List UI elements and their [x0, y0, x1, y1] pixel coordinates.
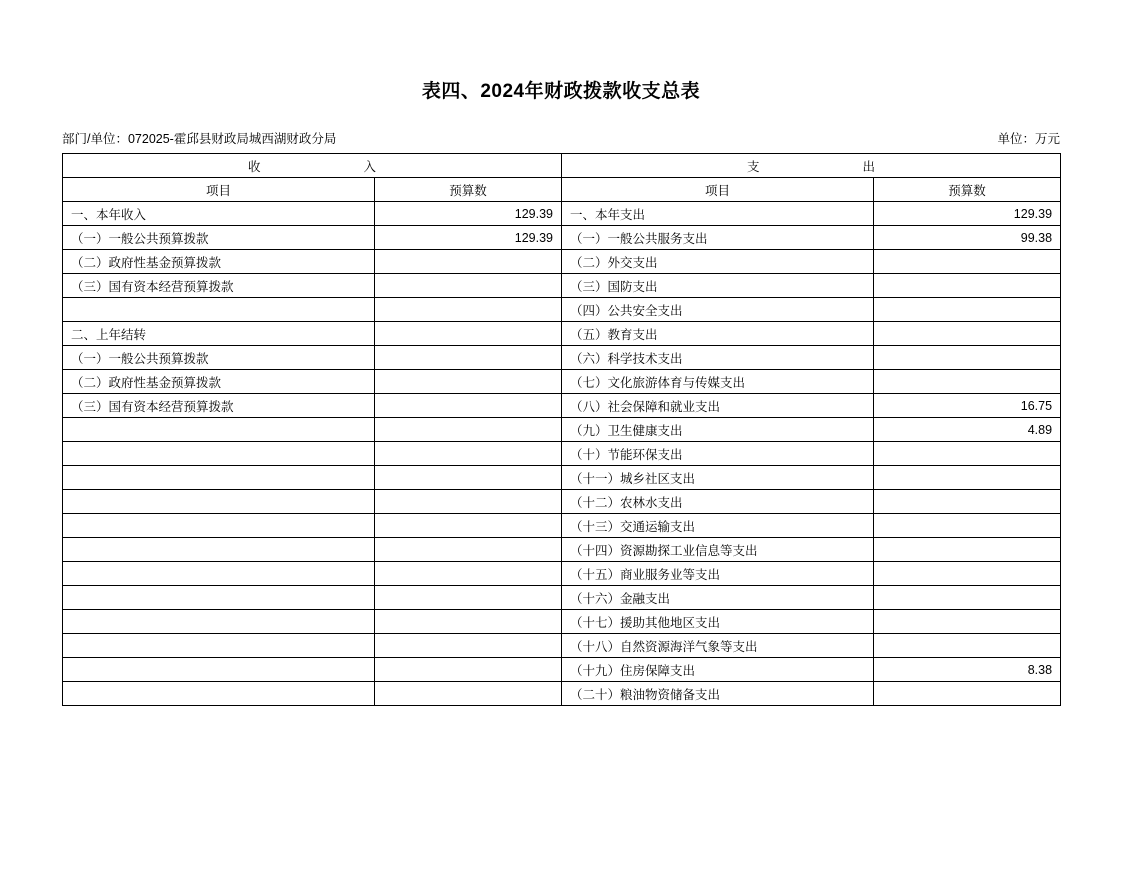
income-budget-cell: [375, 274, 562, 298]
expenditure-budget-cell: [874, 298, 1061, 322]
income-budget-cell: [375, 418, 562, 442]
expenditure-item-cell: （十九）住房保障支出: [562, 658, 874, 682]
table-row: [63, 658, 1061, 682]
expenditure-budget-cell: [874, 442, 1061, 466]
expenditure-item-cell: （十六）金融支出: [562, 586, 874, 610]
income-item-cell: [63, 418, 375, 442]
table-head: [63, 154, 1061, 202]
expenditure-budget-cell: [874, 346, 1061, 370]
expenditure-item-cell: （二）外交支出: [562, 250, 874, 274]
table-row: [63, 682, 1061, 706]
income-budget-cell: [375, 634, 562, 658]
table-row: [63, 250, 1061, 274]
expenditure-item-cell: （二十）粮油物资储备支出: [562, 682, 874, 706]
expenditure-item-cell: 一、本年支出: [562, 202, 874, 226]
expenditure-budget-cell: 4.89: [874, 418, 1061, 442]
table-row: [63, 298, 1061, 322]
expenditure-budget-cell: 99.38: [874, 226, 1061, 250]
expenditure-item-cell: （九）卫生健康支出: [562, 418, 874, 442]
table-row: [63, 322, 1061, 346]
income-budget-cell: [375, 466, 562, 490]
page-title: 表四、2024年财政拨款收支总表: [421, 81, 701, 102]
income-item-cell: [63, 490, 375, 514]
income-item-cell: [63, 442, 375, 466]
document-meta: [62, 129, 1060, 147]
expenditure-budget-cell: [874, 514, 1061, 538]
table-row: [63, 490, 1061, 514]
expenditure-budget-cell: [874, 586, 1061, 610]
income-item-cell: [63, 298, 375, 322]
expenditure-budget-cell: [874, 682, 1061, 706]
income-item-cell: （二）政府性基金预算拨款: [63, 370, 375, 394]
income-item-cell: [63, 466, 375, 490]
column-header-income-budget: 预算数: [375, 178, 562, 202]
income-budget-cell: [375, 490, 562, 514]
table-row: [63, 610, 1061, 634]
expenditure-item-cell: （十五）商业服务业等支出: [562, 562, 874, 586]
income-item-cell: （三）国有资本经营预算拨款: [63, 394, 375, 418]
expenditure-item-cell: （十）节能环保支出: [562, 442, 874, 466]
expenditure-budget-cell: [874, 322, 1061, 346]
expenditure-item-cell: （七）文化旅游体育与传媒支出: [562, 370, 874, 394]
expenditure-budget-cell: [874, 274, 1061, 298]
expenditure-item-cell: （一）一般公共服务支出: [562, 226, 874, 250]
income-item-cell: [63, 682, 375, 706]
expenditure-item-cell: （十三）交通运输支出: [562, 514, 874, 538]
expenditure-budget-cell: 16.75: [874, 394, 1061, 418]
income-item-cell: 一、本年收入: [63, 202, 375, 226]
income-item-cell: （一）一般公共预算拨款: [63, 346, 375, 370]
income-budget-cell: [375, 322, 562, 346]
table-row: [63, 562, 1061, 586]
expenditure-item-cell: （十八）自然资源海洋气象等支出: [562, 634, 874, 658]
income-item-cell: [63, 562, 375, 586]
income-budget-cell: [375, 250, 562, 274]
income-budget-cell: [375, 586, 562, 610]
income-budget-cell: [375, 562, 562, 586]
table-body: [63, 202, 1061, 706]
table-row: [63, 370, 1061, 394]
table-row: [63, 538, 1061, 562]
income-budget-cell: [375, 658, 562, 682]
income-item-cell: （三）国有资本经营预算拨款: [63, 274, 375, 298]
expenditure-budget-cell: [874, 610, 1061, 634]
column-header-income-item: 项目: [63, 178, 375, 202]
document-page: [0, 76, 1122, 869]
expenditure-budget-cell: [874, 466, 1061, 490]
expenditure-item-cell: （四）公共安全支出: [562, 298, 874, 322]
table-row: [63, 394, 1061, 418]
expenditure-item-cell: （十七）援助其他地区支出: [562, 610, 874, 634]
expenditure-budget-cell: [874, 634, 1061, 658]
income-budget-cell: [375, 370, 562, 394]
unit-label: 单位：万元: [997, 132, 1060, 146]
income-budget-cell: [375, 394, 562, 418]
expenditure-item-cell: （十一）城乡社区支出: [562, 466, 874, 490]
table-row: [63, 466, 1061, 490]
budget-table: [62, 153, 1061, 706]
income-budget-cell: [375, 298, 562, 322]
income-budget-cell: [375, 514, 562, 538]
table-column-header-row: [63, 178, 1061, 202]
income-item-cell: [63, 658, 375, 682]
column-header-expenditure-budget: 预算数: [874, 178, 1061, 202]
table-row: [63, 634, 1061, 658]
income-budget-cell: [375, 682, 562, 706]
expenditure-item-cell: （三）国防支出: [562, 274, 874, 298]
table-row: [63, 274, 1061, 298]
income-item-cell: [63, 610, 375, 634]
income-budget-cell: 129.39: [375, 202, 562, 226]
income-budget-cell: [375, 346, 562, 370]
expenditure-budget-cell: 8.38: [874, 658, 1061, 682]
group-header-expenditure: 支 出: [562, 154, 1061, 178]
table-row: [63, 346, 1061, 370]
expenditure-budget-cell: [874, 250, 1061, 274]
income-item-cell: （一）一般公共预算拨款: [63, 226, 375, 250]
table-row: [63, 418, 1061, 442]
income-item-cell: （二）政府性基金预算拨款: [63, 250, 375, 274]
expenditure-item-cell: （六）科学技术支出: [562, 346, 874, 370]
table-group-header-row: [63, 154, 1061, 178]
column-header-expenditure-item: 项目: [562, 178, 874, 202]
expenditure-item-cell: （五）教育支出: [562, 322, 874, 346]
income-item-cell: 二、上年结转: [63, 322, 375, 346]
income-budget-cell: [375, 442, 562, 466]
income-budget-cell: 129.39: [375, 226, 562, 250]
table-row: [63, 226, 1061, 250]
table-row: [63, 514, 1061, 538]
expenditure-item-cell: （十四）资源勘探工业信息等支出: [562, 538, 874, 562]
expenditure-item-cell: （十二）农林水支出: [562, 490, 874, 514]
table-row: [63, 442, 1061, 466]
expenditure-budget-cell: [874, 562, 1061, 586]
income-item-cell: [63, 538, 375, 562]
group-header-income: 收 入: [63, 154, 562, 178]
expenditure-budget-cell: 129.39: [874, 202, 1061, 226]
income-budget-cell: [375, 538, 562, 562]
department-label: 部门/单位：072025-霍邱县财政局城西湖财政分局: [62, 132, 337, 146]
expenditure-item-cell: （八）社会保障和就业支出: [562, 394, 874, 418]
expenditure-budget-cell: [874, 538, 1061, 562]
income-item-cell: [63, 586, 375, 610]
table-row: [63, 202, 1061, 226]
expenditure-budget-cell: [874, 490, 1061, 514]
expenditure-budget-cell: [874, 370, 1061, 394]
income-item-cell: [63, 514, 375, 538]
table-row: [63, 586, 1061, 610]
income-item-cell: [63, 634, 375, 658]
income-budget-cell: [375, 610, 562, 634]
